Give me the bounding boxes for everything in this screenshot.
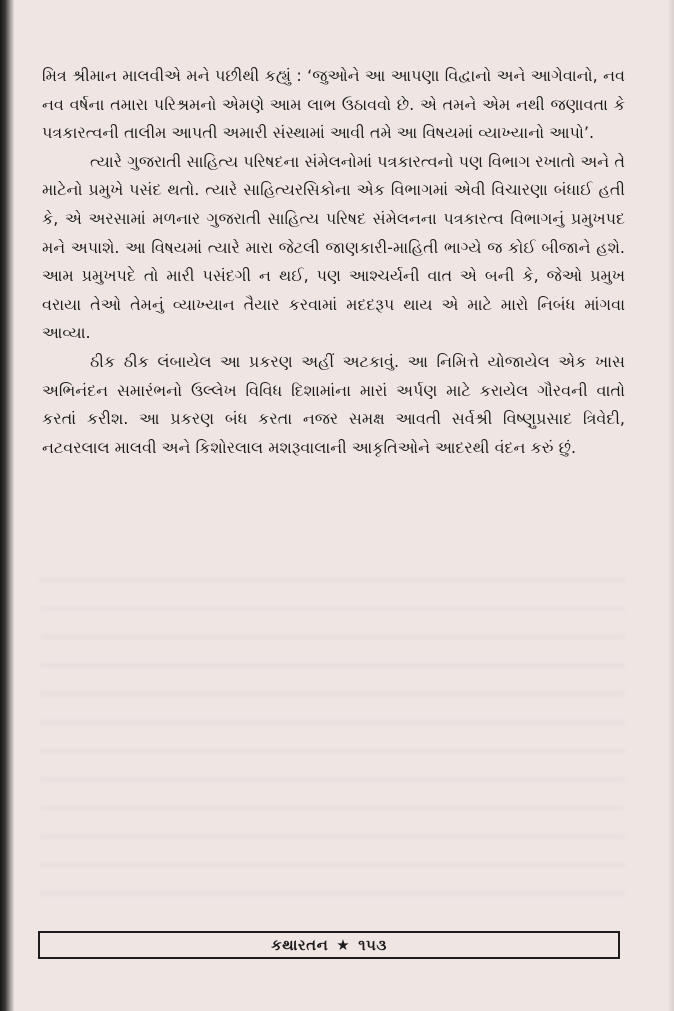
paragraph-2: ત્યારે ગુજરાતી સાહિત્ય પરિષદના સંમેલનોમાં પત્રકારત્વનો પણ વિભાગ રખાતો અને તે માટેનો પ્રમુખે પસંદ થતો. ત્યારે સાહિત્યરસિકોના એક વિભાગમાં એવી વિચારણા બંધાઈ હતી કે, એ અરસામાં મળનાર ગુજરાતી સાહિત્ય પરિષદ સંમેલનના પત્રકારત્વ વિભાગનું પ્રમુખપદ મને અપાશે. આ વિષયમાં ત્યારે મારા જેટલી જાણકારી-માહિતી ભાગ્યે જ કોઈ બીજાને હશે. આમ પ્રમુખપદે તો મારી પસંદગી ન થઈ, પણ આશ્ચર્યની વાત એ બની કે, જેઓ પ્રમુખ વરાયા તેઓ તેમનું વ્યાખ્યાન તૈયાર કરવામાં મદદરૂપ થાય એ માટે મારો નિબંધ માંગવા આવ્યા. — [42, 151, 625, 343]
page-footer — [38, 931, 620, 959]
show-through-text — [40, 578, 625, 898]
spine-shadow — [0, 0, 14, 1011]
paragraph-3: ઠીક ઠીક લંબાયેલ આ પ્રકરણ અહીં અટકાવું. આ નિમિત્તે યોજાયેલ એક ખાસ અભિનંદન સમારંભનો ઉલ્લેખ વિવિધ દિશામાંના મારાં અર્પણ માટે કરાયેલ ગૌરવની વાતો કરતાં કરીશ. આ પ્રકરણ બંધ કરતા નજર સમક્ષ આવતી સર્વશ્રી વિષ્ણુપ્રસાદ ત્રિવેદી, નટવરલાલ માલવી અને કિશોરલાલ મશરૂવાલાની આકૃતિઓને આદરથી વંદન કરું છું. — [42, 351, 625, 457]
book-title: કથારતન — [271, 936, 329, 954]
paragraph-1: મિત્ર શ્રીમાન માલવીએ મને પછીથી કહ્યું : ‘જુઓને આ આપણા વિદ્વાનો અને આગેવાનો, નવ નવ વર્ષના તમારા પરિશ્રમનો એમણે આમ લાભ ઉઠાવવો છે. એ તમને એમ નથી જણાવતા કે પત્રકારત્વની તાલીમ આપતી અમારી સંસ્થામાં આવી તમે આ વિષયમાં વ્યાખ્યાનો આપો’. — [42, 66, 625, 143]
star-icon: ★ — [336, 936, 351, 954]
page-edge-shadow — [668, 0, 674, 1011]
body-text — [42, 62, 625, 462]
page-number: ૧૫૩ — [358, 936, 387, 954]
